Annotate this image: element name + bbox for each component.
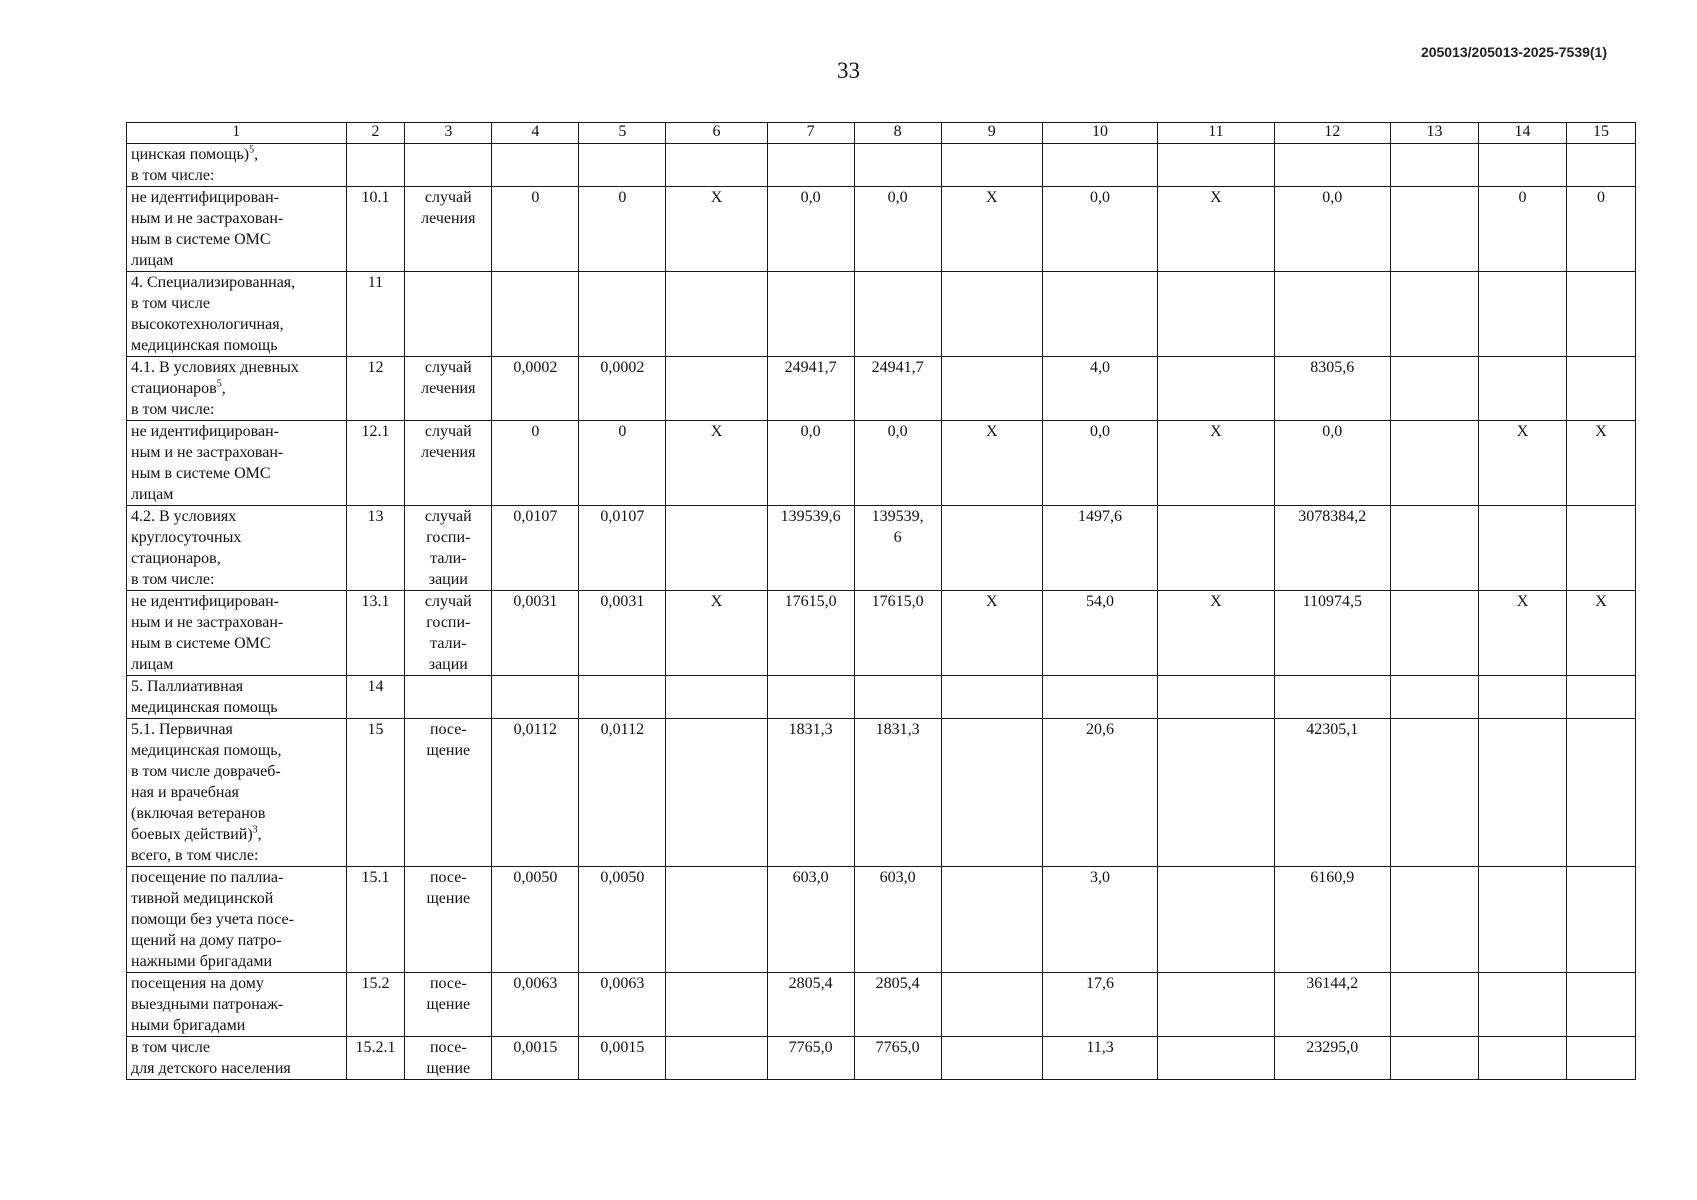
table-cell	[1390, 973, 1478, 1037]
table-cell	[1158, 1037, 1274, 1080]
column-header: 3	[405, 123, 492, 144]
table-cell	[767, 676, 854, 719]
row-label-text: 4.2. В условиях круглосуточных стационаров, в том числе:	[131, 508, 242, 588]
table-cell	[1390, 676, 1478, 719]
unit-cell: случай лечения	[405, 357, 492, 421]
table-row	[127, 421, 1636, 506]
table-cell	[1567, 506, 1636, 591]
row-label	[127, 867, 347, 973]
footnote-marker: 5	[216, 378, 222, 390]
table-cell	[1567, 973, 1636, 1037]
footnote-marker: 3	[252, 824, 258, 836]
table-cell: 17615,0	[767, 591, 854, 676]
table-cell: 0,0	[1274, 187, 1390, 272]
row-label-text: цинская помощь)	[131, 146, 250, 163]
row-code-cell: 15.2	[346, 973, 405, 1037]
table-cell	[492, 272, 579, 357]
table-cell	[1158, 506, 1274, 591]
table-cell: 3,0	[1042, 867, 1157, 973]
table-cell: X	[1158, 591, 1274, 676]
table-cell: X	[666, 187, 767, 272]
table-cell: X	[941, 591, 1042, 676]
table-cell	[1479, 144, 1567, 187]
row-label-text: посещение по паллиа- тивной медицинской помощи без учета посе- щений на дому патро- нажными бригадами	[131, 869, 294, 970]
table-cell: 6160,9	[1274, 867, 1390, 973]
column-header: 5	[579, 123, 666, 144]
table-cell	[579, 144, 666, 187]
table-cell	[1274, 144, 1390, 187]
table-cell	[941, 144, 1042, 187]
table-cell: 20,6	[1042, 719, 1157, 867]
row-label	[127, 187, 347, 272]
column-header: 2	[346, 123, 405, 144]
table-cell	[1390, 272, 1478, 357]
unit-cell: случай лечения	[405, 187, 492, 272]
row-label	[127, 144, 347, 187]
table-cell: X	[1567, 591, 1636, 676]
table-row	[127, 676, 1636, 719]
table-cell	[941, 973, 1042, 1037]
table-cell	[1567, 1037, 1636, 1080]
row-label	[127, 719, 347, 867]
table-cell	[1567, 357, 1636, 421]
table-cell	[854, 272, 941, 357]
unit-cell: посе- щение	[405, 719, 492, 867]
table-cell	[767, 144, 854, 187]
table-cell: 110974,5	[1274, 591, 1390, 676]
table-cell: 139539,6	[767, 506, 854, 591]
row-label	[127, 973, 347, 1037]
table-cell: X	[941, 187, 1042, 272]
table-row	[127, 357, 1636, 421]
row-label-text: не идентифицирован- ным и не застрахован- ным в системе ОМС лицам	[131, 423, 284, 503]
table-row	[127, 973, 1636, 1037]
table-cell: 0,0031	[492, 591, 579, 676]
row-label-text: 4. Специализированная, в том числе высокотехнологичная, медицинская помощь	[131, 274, 296, 354]
table-cell	[1158, 973, 1274, 1037]
table-cell: 1497,6	[1042, 506, 1157, 591]
table-cell: X	[666, 421, 767, 506]
footnote-marker: 5	[249, 144, 255, 156]
table-cell	[1479, 867, 1567, 973]
unit-cell: случай госпи- тали- зации	[405, 591, 492, 676]
table-cell	[666, 676, 767, 719]
table-cell	[1158, 144, 1274, 187]
table-cell	[1274, 272, 1390, 357]
table-cell: 0,0002	[579, 357, 666, 421]
column-header: 13	[1390, 123, 1478, 144]
table-cell	[1479, 272, 1567, 357]
unit-cell	[405, 144, 492, 187]
table-cell: X	[1567, 421, 1636, 506]
row-label-text: 5.1. Первичная медицинская помощь, в том числе доврачеб- ная и врачебная (включая ветеранов боевых действий)	[131, 721, 282, 843]
table-cell	[666, 1037, 767, 1080]
column-header: 14	[1479, 123, 1567, 144]
table-row	[127, 867, 1636, 973]
table-cell	[1390, 867, 1478, 973]
row-label	[127, 591, 347, 676]
table-cell	[1567, 676, 1636, 719]
page-number: 33	[837, 58, 860, 83]
table-cell	[492, 144, 579, 187]
table-cell: 0,0112	[492, 719, 579, 867]
row-label	[127, 357, 347, 421]
row-label	[127, 676, 347, 719]
column-header: 6	[666, 123, 767, 144]
table-cell	[1479, 676, 1567, 719]
table-cell: 603,0	[854, 867, 941, 973]
table-row	[127, 144, 1636, 187]
column-header: 4	[492, 123, 579, 144]
table-cell	[1567, 719, 1636, 867]
table-row	[127, 506, 1636, 591]
table-cell	[666, 357, 767, 421]
table-cell: 0,0	[1274, 421, 1390, 506]
row-label-text: посещения на дому выездными патронаж- ными бригадами	[131, 975, 284, 1034]
table-cell: 4,0	[1042, 357, 1157, 421]
row-label-text: не идентифицирован- ным и не застрахован- ным в системе ОМС лицам	[131, 189, 284, 269]
table-cell: 0,0	[767, 187, 854, 272]
table-cell	[666, 867, 767, 973]
table-cell: 17,6	[1042, 973, 1157, 1037]
table-cell	[941, 867, 1042, 973]
table-cell: X	[1158, 187, 1274, 272]
table-cell	[1158, 676, 1274, 719]
table-row	[127, 272, 1636, 357]
table-cell	[941, 1037, 1042, 1080]
table-cell: X	[666, 591, 767, 676]
table-cell	[1042, 144, 1157, 187]
unit-cell	[405, 272, 492, 357]
table-cell: 0,0112	[579, 719, 666, 867]
unit-cell: случай госпи- тали- зации	[405, 506, 492, 591]
table-cell	[1567, 144, 1636, 187]
row-code-cell: 13.1	[346, 591, 405, 676]
table-cell	[579, 676, 666, 719]
table-cell: 23295,0	[1274, 1037, 1390, 1080]
unit-cell: посе- щение	[405, 973, 492, 1037]
table-cell	[1390, 187, 1478, 272]
table-cell	[1158, 272, 1274, 357]
table-cell: 24941,7	[854, 357, 941, 421]
table-cell: 0,0	[1042, 187, 1157, 272]
table-cell	[1042, 272, 1157, 357]
data-table	[126, 122, 1636, 1080]
row-label-text: в том числе для детского населения	[131, 1039, 291, 1077]
table-cell	[1390, 144, 1478, 187]
table-cell: 0,0	[1042, 421, 1157, 506]
table-row	[127, 1037, 1636, 1080]
table-cell	[1274, 676, 1390, 719]
row-label-text: , в том числе:	[131, 380, 226, 418]
column-header: 7	[767, 123, 854, 144]
table-cell	[854, 676, 941, 719]
table-cell: 8305,6	[1274, 357, 1390, 421]
table-cell: 139539, 6	[854, 506, 941, 591]
row-code-cell: 15.1	[346, 867, 405, 973]
table-cell: 0	[492, 187, 579, 272]
row-code-cell: 15	[346, 719, 405, 867]
table-cell: 1831,3	[767, 719, 854, 867]
row-label	[127, 1037, 347, 1080]
row-label-text: , всего, в том числе:	[131, 826, 262, 864]
table-cell: 2805,4	[767, 973, 854, 1037]
table-cell: 603,0	[767, 867, 854, 973]
table-cell: 17615,0	[854, 591, 941, 676]
table-cell	[1390, 506, 1478, 591]
column-header: 10	[1042, 123, 1157, 144]
row-code-cell: 15.2.1	[346, 1037, 405, 1080]
table-cell: 1831,3	[854, 719, 941, 867]
column-header: 11	[1158, 123, 1274, 144]
row-code-cell: 14	[346, 676, 405, 719]
table-cell: 0	[579, 187, 666, 272]
document-id: 205013/205013-2025-7539(1)	[1420, 44, 1607, 60]
table-cell	[1158, 719, 1274, 867]
table-cell: 0,0031	[579, 591, 666, 676]
table-row	[127, 591, 1636, 676]
table-cell	[941, 506, 1042, 591]
unit-cell	[405, 676, 492, 719]
table-cell	[666, 506, 767, 591]
table-cell	[492, 676, 579, 719]
row-label-text: 5. Паллиативная медицинская помощь	[131, 678, 278, 716]
table-cell: 3078384,2	[1274, 506, 1390, 591]
row-label-text: , в том числе:	[131, 146, 259, 184]
table-cell: 42305,1	[1274, 719, 1390, 867]
table-cell	[666, 272, 767, 357]
table-cell: 0,0015	[579, 1037, 666, 1080]
table-cell: 0,0050	[579, 867, 666, 973]
table-cell	[1479, 719, 1567, 867]
table-cell	[1479, 357, 1567, 421]
table-cell: 0,0002	[492, 357, 579, 421]
table-cell: 0,0107	[492, 506, 579, 591]
row-label-text: не идентифицирован- ным и не застрахован- ным в системе ОМС лицам	[131, 593, 284, 673]
table-cell	[941, 272, 1042, 357]
table-cell: 0,0050	[492, 867, 579, 973]
table-cell	[666, 719, 767, 867]
table-row	[127, 719, 1636, 867]
table-cell	[1390, 1037, 1478, 1080]
row-code-cell: 11	[346, 272, 405, 357]
table-cell: 0,0015	[492, 1037, 579, 1080]
table-cell: 0,0	[767, 421, 854, 506]
row-code-cell: 13	[346, 506, 405, 591]
column-header: 8	[854, 123, 941, 144]
row-label-text: 4.1. В условиях дневных стационаров	[131, 359, 299, 397]
row-label	[127, 421, 347, 506]
table-cell: 0	[1567, 187, 1636, 272]
row-code-cell: 12.1	[346, 421, 405, 506]
column-header: 1	[127, 123, 347, 144]
table-cell: 0,0063	[579, 973, 666, 1037]
column-number-row	[127, 123, 1636, 144]
unit-cell: посе- щение	[405, 867, 492, 973]
table-cell	[666, 144, 767, 187]
unit-cell: посе- щение	[405, 1037, 492, 1080]
table-cell	[666, 973, 767, 1037]
table-cell	[941, 719, 1042, 867]
column-header: 15	[1567, 123, 1636, 144]
table-cell	[1390, 591, 1478, 676]
table-cell	[1390, 719, 1478, 867]
table-cell	[1390, 421, 1478, 506]
table-cell: 36144,2	[1274, 973, 1390, 1037]
table-row	[127, 187, 1636, 272]
table-cell	[1479, 506, 1567, 591]
table-cell: 0	[579, 421, 666, 506]
table-cell	[1479, 1037, 1567, 1080]
table-cell	[579, 272, 666, 357]
unit-cell: случай лечения	[405, 421, 492, 506]
table-cell	[1567, 867, 1636, 973]
table-cell: X	[941, 421, 1042, 506]
table-cell	[941, 676, 1042, 719]
table-cell: X	[1479, 591, 1567, 676]
table-cell: 54,0	[1042, 591, 1157, 676]
column-header: 9	[941, 123, 1042, 144]
table-cell: 11,3	[1042, 1037, 1157, 1080]
table-cell: 0,0063	[492, 973, 579, 1037]
table-cell	[854, 144, 941, 187]
table-cell	[1158, 867, 1274, 973]
table-cell	[1479, 973, 1567, 1037]
table-cell	[1042, 676, 1157, 719]
table-cell: 24941,7	[767, 357, 854, 421]
table-cell: 7765,0	[854, 1037, 941, 1080]
table-cell	[1567, 272, 1636, 357]
row-label	[127, 272, 347, 357]
row-label	[127, 506, 347, 591]
table-cell	[1158, 357, 1274, 421]
row-code-cell: 10.1	[346, 187, 405, 272]
table-cell: 0,0107	[579, 506, 666, 591]
row-code-cell: 12	[346, 357, 405, 421]
row-code-cell	[346, 144, 405, 187]
table-cell: X	[1479, 421, 1567, 506]
table-cell	[1390, 357, 1478, 421]
table-cell	[767, 272, 854, 357]
table-cell: 0	[1479, 187, 1567, 272]
table-cell: 7765,0	[767, 1037, 854, 1080]
table-cell: 0,0	[854, 421, 941, 506]
table-cell: 0	[492, 421, 579, 506]
table-cell: 0,0	[854, 187, 941, 272]
column-header: 12	[1274, 123, 1390, 144]
table-cell: 2805,4	[854, 973, 941, 1037]
table-cell	[941, 357, 1042, 421]
table-cell: X	[1158, 421, 1274, 506]
